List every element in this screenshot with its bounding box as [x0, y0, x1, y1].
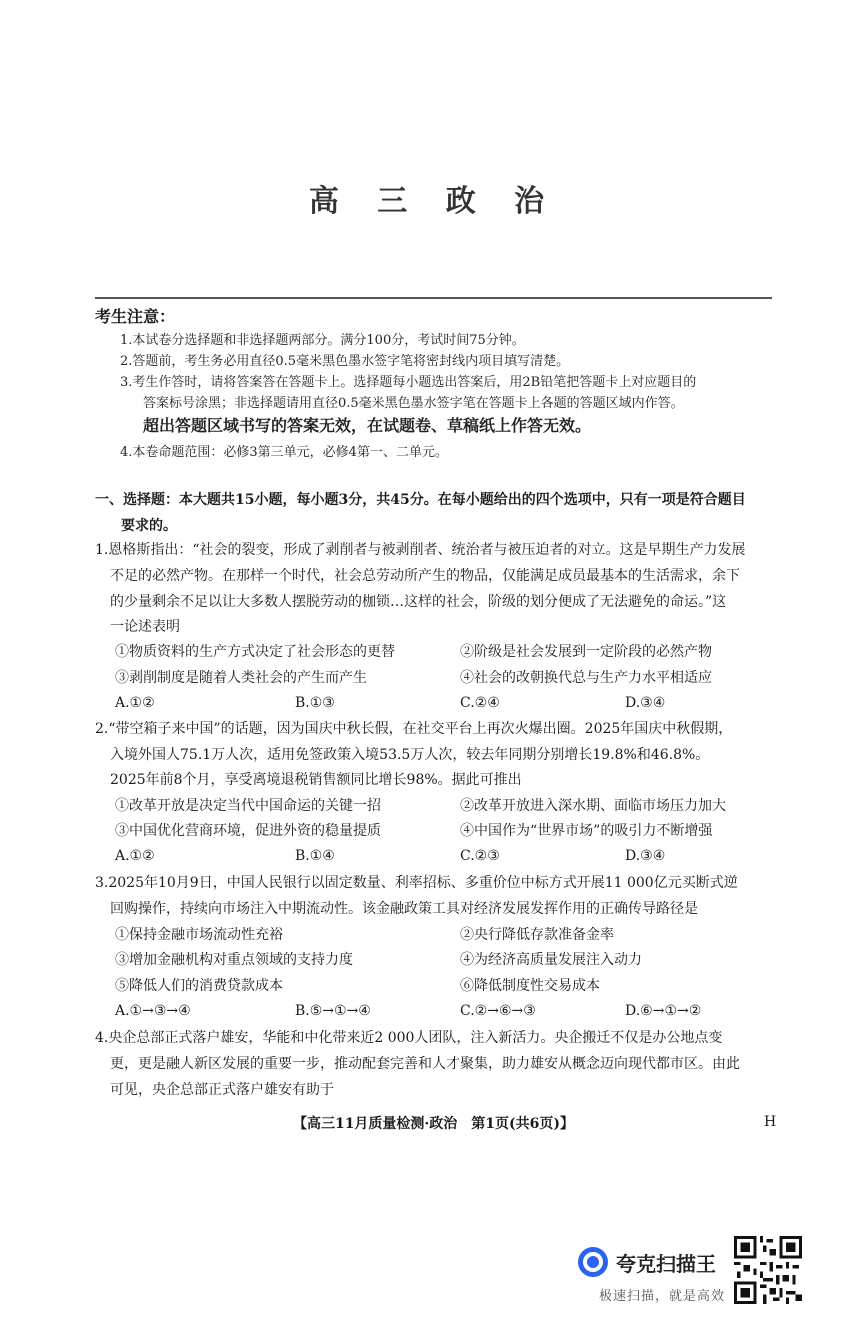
- notice-item: 答案标号涂黑；非选择题请用直径0.5毫米黑色墨水签字笔在答题卡上各题的答题区域内作答。: [143, 396, 684, 411]
- question-text: 更，更是融人新区发展的重要一步，推动配套完善和人才聚集，助力雄安从概念迈向现代都市区。由此: [110, 1056, 740, 1072]
- notice-item: 3.考生作答时，请将答案答在答题卡上。选择题每小题选出答案后，用2B铅笔把答题卡上对应题目的: [120, 375, 697, 390]
- page-footer-mark: H: [764, 1114, 777, 1130]
- notice-item-emphasis: 超出答题区域书写的答案无效，在试题卷、草稿纸上作答无效。: [143, 416, 592, 435]
- statement: ⑤降低人们的消费贷款成本: [115, 978, 283, 994]
- choice: A.①→③→④: [115, 1003, 191, 1019]
- scanner-slogan: 极速扫描，就是高效: [599, 1288, 726, 1303]
- qr-code-icon: [734, 1236, 802, 1304]
- question-text: 2025年前8个月，享受离境退税销售额同比增长98%。据此可推出: [110, 772, 522, 788]
- statement: ④中国作为“世界市场”的吸引力不断增强: [460, 823, 713, 839]
- choice: D.③④: [625, 695, 666, 711]
- notice-item: 4.本卷命题范围：必修3第三单元，必修4第一、二单元。: [120, 445, 448, 460]
- choice: B.①③: [295, 695, 335, 711]
- choice: C.②③: [460, 848, 500, 864]
- question-text: 入境外国人75.1万人次，适用免签政策入境53.5万人次，较去年同期分别增长19.8%和46.8%。: [110, 747, 710, 763]
- question-text: 3.2025年10月9日，中国人民银行以固定数量、利率招标、多重价位中标方式开展11 000亿元买断式逆: [95, 875, 738, 891]
- statement: ⑥降低制度性交易成本: [460, 978, 600, 994]
- statement: ①保持金融市场流动性充裕: [115, 927, 283, 943]
- choice: A.①②: [115, 695, 155, 711]
- page-title: 高 三 政 治: [308, 184, 559, 219]
- section-heading: [95, 487, 785, 539]
- statement: ①物质资料的生产方式决定了社会形态的更替: [115, 644, 395, 660]
- choice: A.①②: [115, 848, 155, 864]
- choice: B.①④: [295, 848, 335, 864]
- notice-item: 2.答题前，考生务必用直径0.5毫米黑色墨水签字笔将密封线内项目填写清楚。: [120, 354, 570, 369]
- choice: C.②→⑥→③: [460, 1003, 536, 1019]
- scanner-brand-name: 夸克扫描王: [616, 1253, 716, 1276]
- page-footer: 【高三11月质量检测·政治 第1页(共6页)】: [292, 1116, 575, 1132]
- statement: ②阶级是社会发展到一定阶段的必然产物: [460, 644, 712, 660]
- statement: ②改革开放进入深水期、面临市场压力加大: [460, 798, 726, 814]
- notice-item: 1.本试卷分选择题和非选择题两部分。满分100分，考试时间75分钟。: [120, 333, 525, 348]
- statement: ③增加金融机构对重点领域的支持力度: [115, 952, 353, 968]
- statement: ②央行降低存款准备金率: [460, 927, 614, 943]
- question-text: 一论述表明: [110, 619, 180, 635]
- statement: ①改革开放是决定当代中国命运的关键一招: [115, 798, 381, 814]
- choice: B.⑤→①→④: [295, 1003, 371, 1019]
- question-text: 1.恩格斯指出：“社会的裂变，形成了剥削者与被剥削者、统治者与被压迫者的对立。这是早期生产力发展: [95, 542, 746, 558]
- notice-heading: 考生注意：: [95, 307, 176, 326]
- statement: ④为经济高质量发展注入动力: [460, 952, 642, 968]
- statement: ④社会的改朝换代总与生产力水平相适应: [460, 670, 712, 686]
- section-heading-line: 要求的。: [121, 518, 177, 534]
- question-text: 2.“带空箱子来中国”的话题，因为国庆中秋长假，在社交平台上再次火爆出圈。2025年国庆中秋假期，: [95, 721, 733, 737]
- question-text: 的少量剩余不足以让大多数人摆脱劳动的枷锁…这样的社会，阶级的划分便成了无法避免的命运。”这: [110, 594, 727, 610]
- choice: C.②④: [460, 695, 500, 711]
- scanner-brand: [578, 1247, 716, 1277]
- divider: [95, 297, 772, 299]
- question-text: 可见，央企总部正式落户雄安有助于: [110, 1082, 334, 1098]
- question-text: 不足的必然产物。在那样一个时代，社会总劳动所产生的物品，仅能满足成员最基本的生活需求，余下: [110, 568, 740, 584]
- question-text: 4.央企总部正式落户雄安，华能和中化带来近2 000人团队，注入新活力。央企搬迁不仅是办公地点变: [95, 1030, 723, 1046]
- statement: ③剥削制度是随着人类社会的产生而产生: [115, 670, 367, 686]
- statement: ③中国优化营商环境，促进外资的稳量提质: [115, 823, 381, 839]
- choice: D.③④: [625, 848, 666, 864]
- scanner-logo-icon: [578, 1247, 608, 1277]
- section-heading-line: 一、选择题：本大题共15小题，每小题3分，共45分。在每小题给出的四个选项中，只有一项是符合题目: [95, 492, 746, 508]
- choice: D.⑥→①→②: [625, 1003, 702, 1019]
- question-text: 回购操作，持续向市场注入中期流动性。该金融政策工具对经济发展发挥作用的正确传导路径是: [110, 901, 698, 917]
